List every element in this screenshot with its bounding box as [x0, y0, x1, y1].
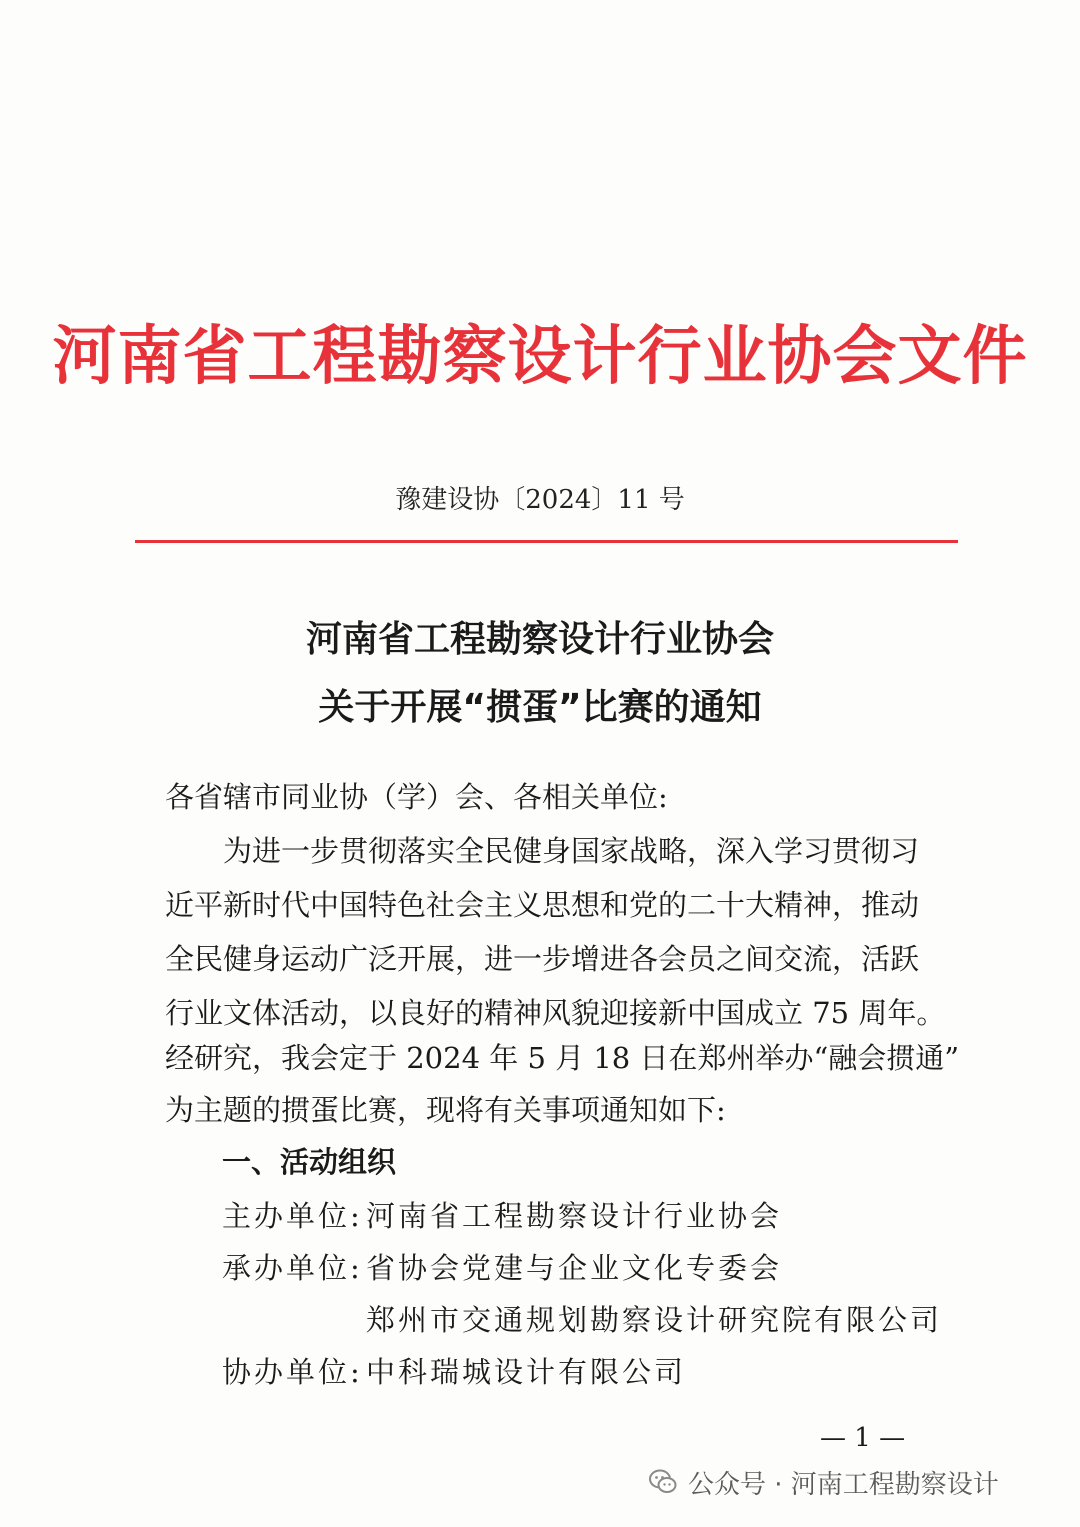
- paragraph-line: 经研究，我会定于 2024 年 5 月 18 日在郑州举办“融会掼通”: [165, 1041, 960, 1075]
- wechat-icon: [648, 1467, 678, 1497]
- paragraph-line: 行业文体活动，以良好的精神风貌迎接新中国成立 75 周年。: [165, 996, 946, 1030]
- organizer-label: 承办单位:: [222, 1251, 363, 1285]
- co-organizer-value: 中科瑞城设计有限公司: [366, 1355, 687, 1389]
- organizer-value-2: 郑州市交通规划勘察设计研究院有限公司: [366, 1303, 943, 1337]
- host-label: 主办单位:: [222, 1199, 363, 1233]
- section-heading-activity-organization: 一、活动组织: [222, 1145, 397, 1179]
- watermark: [648, 1462, 999, 1502]
- organizer-value-1: 省协会党建与企业文化专委会: [366, 1251, 783, 1285]
- paragraph-line: 全民健身运动广泛开展，进一步增进各会员之间交流，活跃: [165, 942, 920, 976]
- red-divider-rule: [135, 540, 958, 543]
- document-number: 豫建设协〔2024〕11 号: [395, 485, 685, 515]
- page-number: — 1 —: [820, 1423, 906, 1453]
- host-value: 河南省工程勘察设计行业协会: [366, 1199, 783, 1233]
- watermark-text: 公众号 · 河南工程勘察设计: [688, 1469, 999, 1500]
- paragraph-line: 近平新时代中国特色社会主义思想和党的二十大精神，推动: [165, 888, 920, 922]
- co-organizer-label: 协办单位:: [222, 1355, 363, 1389]
- notice-title-line-2: 关于开展“掼蛋”比赛的通知: [318, 687, 762, 728]
- notice-title-line-1: 河南省工程勘察设计行业协会: [305, 619, 774, 660]
- document-header-title: 河南省工程勘察设计行业协会文件: [52, 320, 1028, 394]
- paragraph-line: 为主题的掼蛋比赛，现将有关事项通知如下:: [165, 1093, 726, 1127]
- paragraph-line: 为进一步贯彻落实全民健身国家战略，深入学习贯彻习: [165, 834, 920, 868]
- salutation: 各省辖市同业协（学）会、各相关单位:: [165, 780, 668, 814]
